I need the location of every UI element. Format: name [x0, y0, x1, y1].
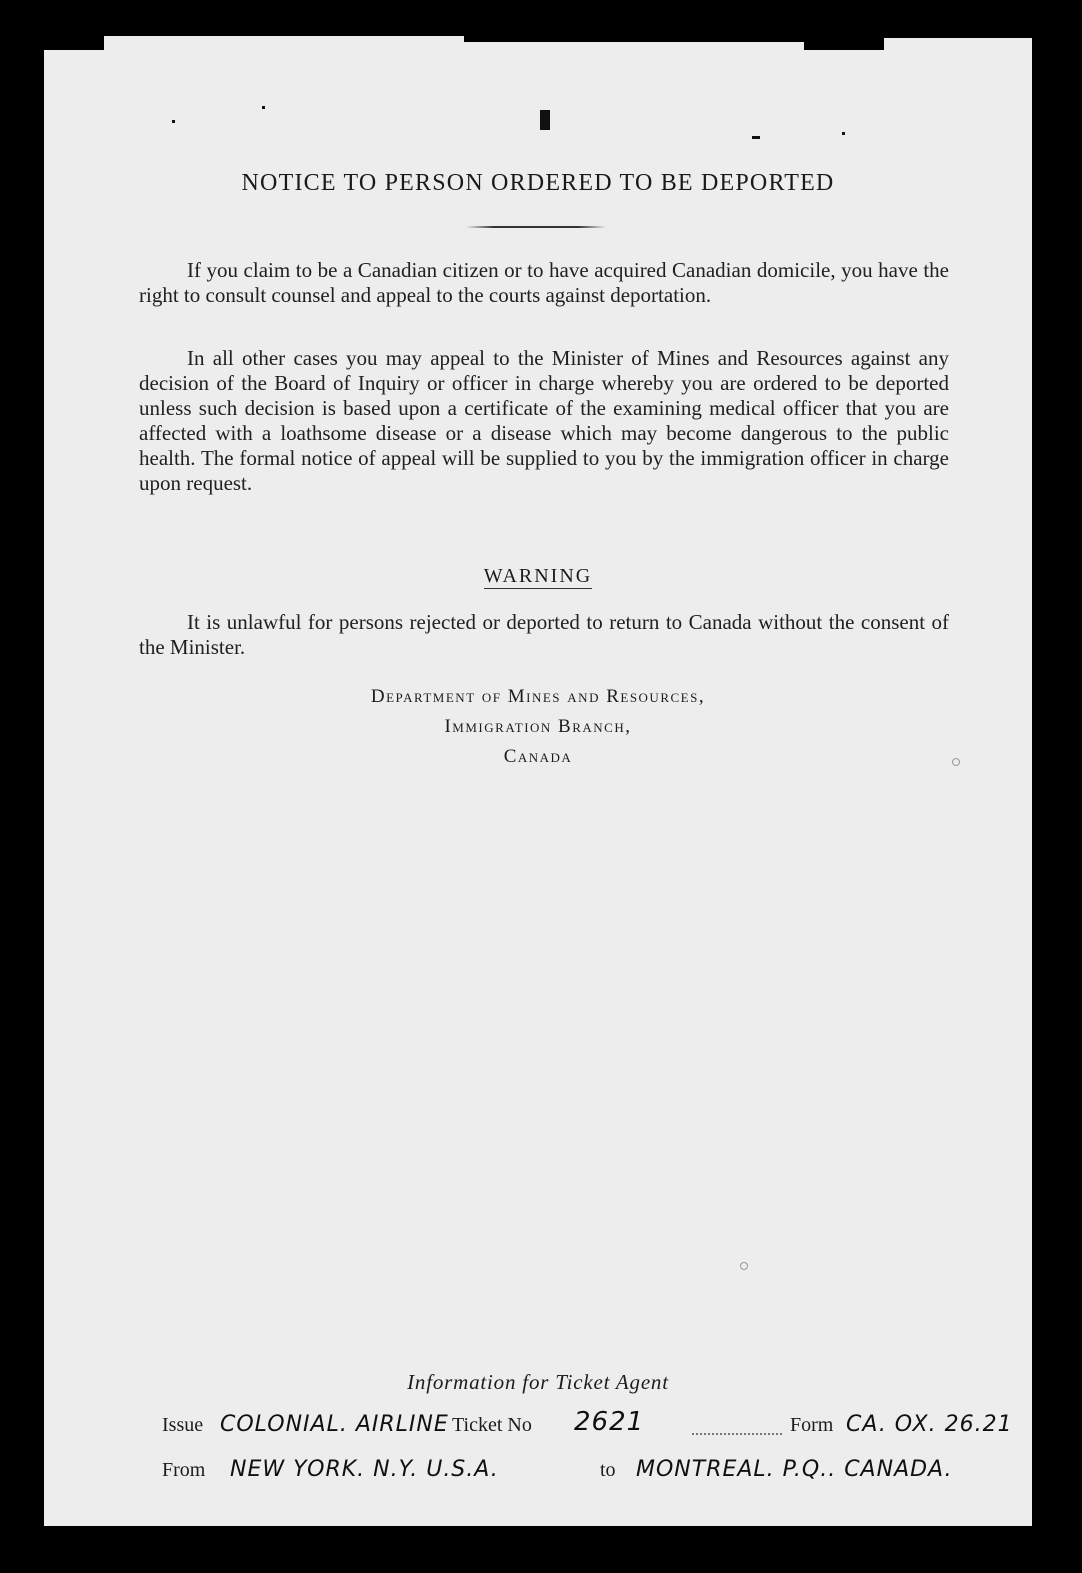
ticket-no-value: 2621	[574, 1407, 645, 1437]
torn-edge	[884, 38, 1032, 52]
warning-text: It is unlawful for persons rejected or deported to return to Canada without the consent of the Minister.	[139, 610, 949, 659]
ink-speck	[842, 132, 845, 135]
issue-label: Issue	[162, 1414, 204, 1436]
from-value: NEW YORK. N.Y. U.S.A.	[230, 1457, 499, 1482]
branch-name: Immigration Branch,	[444, 716, 632, 737]
ink-speck	[172, 120, 175, 123]
to-value: MONTREAL. P.Q.. CANADA.	[636, 1457, 953, 1482]
issue-value: COLONIAL. AIRLINE	[220, 1412, 449, 1437]
ticket-route-row	[162, 1448, 1012, 1488]
paragraph-citizen-rights: If you claim to be a Canadian citizen or to have acquired Canadian domicile, you have the right to consult counsel and appeal to the courts against deportation.	[139, 258, 949, 307]
ticket-issue-row	[162, 1403, 1012, 1443]
warning-heading-text: WARNING	[483, 565, 593, 587]
paragraph-appeal-rights: In all other cases you may appeal to the Minister of Mines and Resources against any decision of the Board of Inquiry or officer in charge whereby you are ordered to be deported unless such decision is based upon a certificate of the examining medical officer that you are affected with a loathsome disease or a disease which may become dangerous to the public health. The formal notice of appeal will be supplied to you by the immigration officer in charge upon request.	[139, 346, 949, 495]
form-value: CA. OX. 26.21	[846, 1412, 1013, 1437]
to-label: to	[600, 1459, 616, 1481]
torn-edge	[464, 42, 804, 52]
torn-edge	[104, 36, 464, 52]
department-name: Department of Mines and Resources,	[370, 686, 706, 707]
country-name: Canada	[503, 746, 573, 767]
title-divider	[466, 226, 606, 228]
warning-heading	[44, 565, 1032, 588]
page-title: NOTICE TO PERSON ORDERED TO BE DEPORTED	[241, 170, 835, 196]
ink-speck	[262, 106, 265, 109]
ink-speck	[540, 110, 550, 130]
document-page	[44, 50, 1032, 1526]
ticket-no-label: Ticket No	[452, 1414, 532, 1436]
paper-mark	[740, 1262, 748, 1270]
dotted-line	[692, 1433, 782, 1435]
ink-speck	[752, 136, 760, 139]
form-label: Form	[790, 1414, 834, 1436]
from-label: From	[162, 1459, 206, 1481]
ticket-agent-heading: Information for Ticket Agent	[407, 1370, 669, 1394]
